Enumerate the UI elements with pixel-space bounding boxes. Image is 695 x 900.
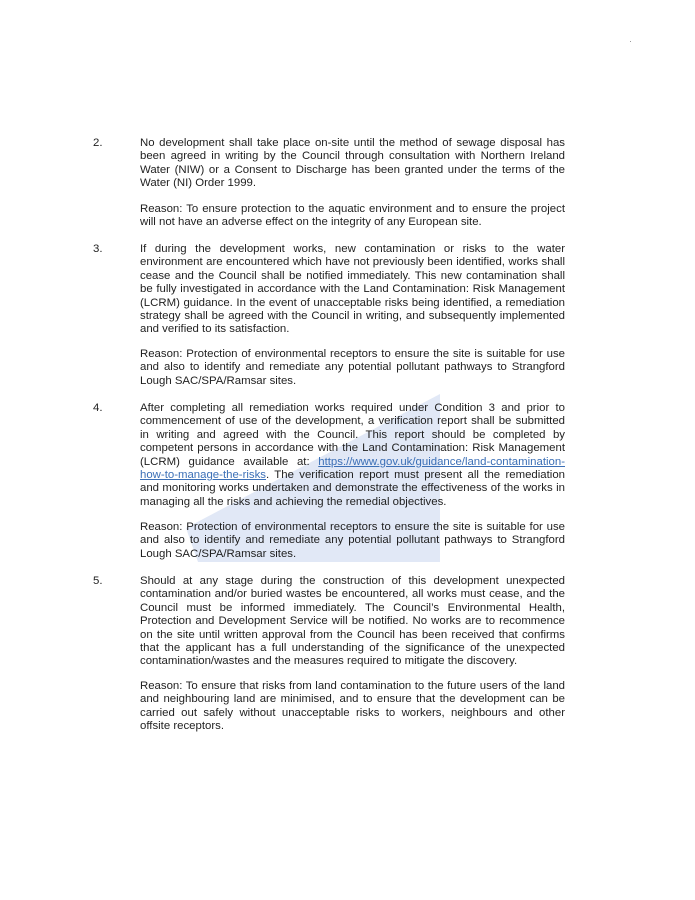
condition-text: No development shall take place on-site until the method of sewage disposal has been agreed in writing by the Council through consultation with Northern Ireland Water (NIW) or a Consent to Discharge has been granted under the terms of the Water (NI) Order 1999. <box>140 137 565 190</box>
condition-text-before-link: After completing all remediation works required under Condition 3 and prior to commencement of use of the development, a verification report shall be submitted in writing and agreed with the Council. This report should be completed by competent persons in accordance with the Land Contamination: Risk Management (LCRM) guidance available at: <box>140 402 565 468</box>
condition-number: 2. <box>93 137 103 149</box>
condition-reason: Reason: Protection of environmental receptors to ensure the site is suitable for use and also to identify and remediate any potential pollutant pathways to Strangford Lough SAC/SPA/Ramsar sites. <box>140 348 565 387</box>
condition-text: If during the development works, new contamination or risks to the water environment are encountered which have not previously been identified, works shall cease and the Council shall be notified immediately. This new contamination shall be fully investigated in accordance with the Land Contamination: Risk Management (LCRM) guidance. In the event of unacceptable risks being identified, a remediation strategy shall be agreed with the Council in writing, and subsequently implemented and verified to its satisfaction. <box>140 243 565 336</box>
lcrm-guidance-link[interactable]: https://www.gov.uk/guidance/land-contamination-how-to-manage-the-risks <box>140 455 565 482</box>
condition-number: 4. <box>93 402 103 414</box>
condition-reason: Reason: To ensure protection to the aquatic environment and to ensure the project will not have an adverse effect on the integrity of any European site. <box>140 203 565 229</box>
condition-reason: Reason: To ensure that risks from land contamination to the future users of the land and neighbouring land are minimised, and to ensure that the development can be carried out safely without unacceptable risks to workers, neighbours and other offsite receptors. <box>140 680 565 733</box>
condition-reason: Reason: Protection of environmental receptors to ensure the site is suitable for use and also to identify and remediate any potential pollutant pathways to Strangford Lough SAC/SPA/Ramsar sites. <box>140 521 565 560</box>
condition-text: Should at any stage during the construction of this development unexpected contamination and/or buried wastes be encountered, all works must cease, and the Council must be informed immediately. The Council’s Environmental Health, Protection and Development Service will be notified. No works are to recommence on the site until written approval from the Council has been received that confirms that the applicant has a full understanding of the significance of the unexpected contamination/wastes and the measures required to mitigate the discovery. <box>140 575 565 668</box>
scan-speck <box>630 41 631 42</box>
condition-number: 5. <box>93 575 103 587</box>
condition-text <box>140 402 565 509</box>
condition-text-after-link: . The verification report must present all the remediation and monitoring works undertaken and demonstrate the effectiveness of the works in managing all the risks and achieving the remedial objectives. <box>140 469 565 508</box>
condition-number: 3. <box>93 243 103 255</box>
